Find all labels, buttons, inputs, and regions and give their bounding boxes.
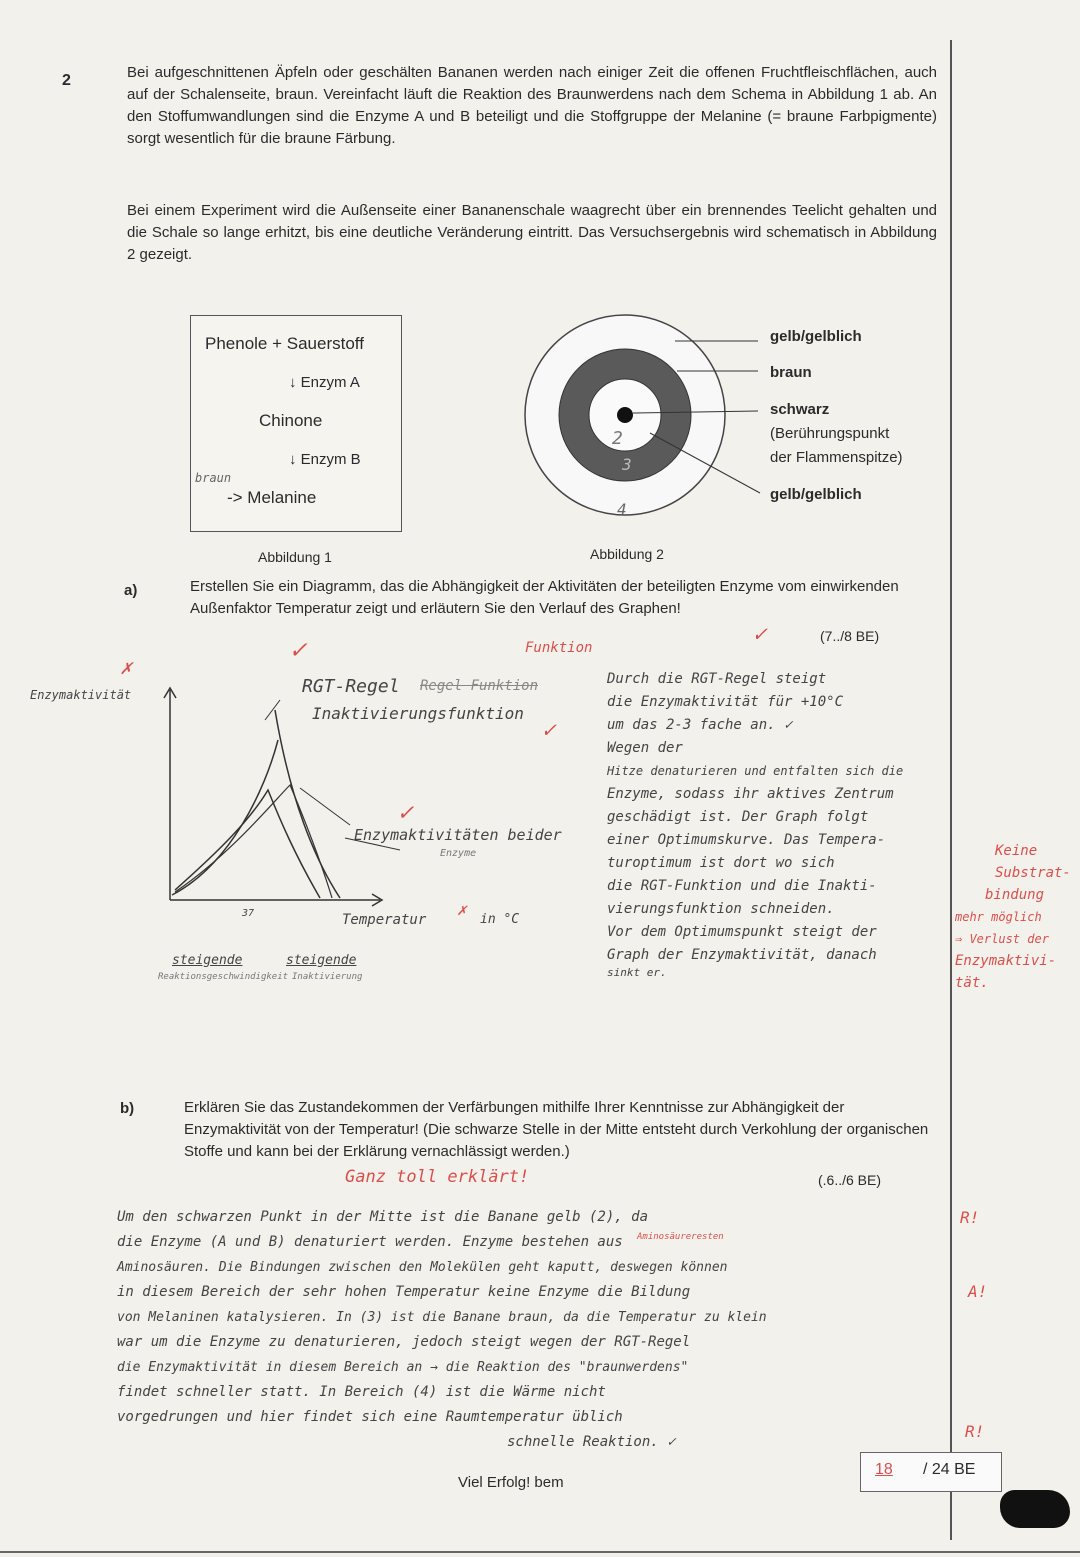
- answer-a-line: geschädigt ist. Der Graph folgt: [607, 809, 869, 825]
- intro-paragraph-1: Bei aufgeschnittenen Äpfeln oder geschälten Bananen werden nach einiger Zeit die offenen Fruchtfleischflächen, auch auf der Schalenseite, braun. Vereinfacht läuft die Reaktion des Braunwerdens nach dem Schema in Abbildung 1 ab. An den Stoffumwandlungen sind die Enzyme A und B beteiligt und die Stoffgruppe der Melanine (= braune Farbpigmente) sorgt wesentlich für die braune Färbung.: [127, 64, 937, 147]
- arrow-enzym-a: ↓ Enzym A: [289, 374, 360, 391]
- margin-note-line: ⇒ Verlust der: [955, 932, 1049, 946]
- rgt-curve: [172, 740, 278, 895]
- answer-a-line: Durch die RGT-Regel steigt: [607, 671, 827, 687]
- correction-funktion: Funktion: [525, 640, 593, 656]
- label-inner: gelb/gelblich: [770, 486, 862, 503]
- answer-a-line: Wegen der: [607, 740, 683, 756]
- answer-a-line: vierungsfunktion schneiden.: [607, 901, 835, 917]
- checkmark-a-top: ✓: [753, 622, 767, 647]
- answer-b-line: die Enzymaktivität in diesem Bereich an → die Reaktion des "braunwerdens": [117, 1360, 689, 1375]
- answer-a-line: Vor dem Optimumspunkt steigt der: [607, 924, 877, 940]
- answer-b-line: in diesem Bereich der sehr hohen Temperatur keine Enzyme die Bildung: [117, 1284, 691, 1300]
- activity-label: Enzymaktivitäten beider: [354, 826, 562, 844]
- score-box: [860, 1452, 1002, 1492]
- y-axis-label: Enzymaktivität: [30, 688, 132, 702]
- below-label-1b: Reaktionsgeschwindigkeit: [158, 972, 289, 982]
- margin-note-line: mehr möglich: [955, 910, 1042, 924]
- hand-3: 3: [622, 455, 632, 474]
- rgt-label: RGT-Regel: [302, 676, 400, 697]
- inactivation-label: Inaktivierungsfunktion: [312, 704, 524, 723]
- margin-note-line: Enzymaktivi-: [955, 953, 1057, 969]
- label-schwarz-detail-2: der Flammenspitze): [770, 449, 903, 466]
- footer-text: Viel Erfolg! bem: [458, 1474, 564, 1491]
- answer-b-line: findet schneller statt. In Bereich (4) ist die Wärme nicht: [117, 1384, 606, 1400]
- answer-a-line: die RGT-Funktion und die Inakti-: [607, 878, 877, 894]
- score-earned: 18: [875, 1461, 893, 1478]
- label-schwarz-detail-1: (Berührungspunkt: [770, 425, 890, 442]
- red-x-temperature: ✗: [457, 900, 467, 919]
- part-a-label: a): [124, 582, 138, 599]
- part-a-margin-note: [955, 800, 1080, 994]
- answer-b-line: die Enzyme (A und B) denaturiert werden. Enzyme bestehen aus: [117, 1234, 623, 1250]
- margin-mark-r2: R!: [965, 1422, 985, 1441]
- intro-paragraph-2: Bei einem Experiment wird die Außenseite einer Bananenschale waagrecht über ein brennendes Teelicht gehalten und die Schale so lange erhitzt, bis eine deutliche Veränderung eintritt. Das Versuchsergebnis wird schematisch in Abbildung 2 gezeigt.: [127, 202, 937, 263]
- answer-a-line: Enzyme, sodass ihr aktives Zentrum: [607, 786, 894, 802]
- part-a-answer: [607, 668, 947, 979]
- label-braun: braun: [770, 364, 812, 381]
- figure-2-caption: Abbildung 2: [590, 546, 664, 562]
- black-center-dot: [617, 407, 633, 423]
- part-b-label: b): [120, 1100, 135, 1117]
- answer-b-line: von Melaninen katalysieren. In (3) ist die Banane braun, da die Temperatur zu klein: [117, 1310, 767, 1325]
- margin-rule: [950, 40, 952, 1540]
- answer-a-line: Graph der Enzymaktivität, danach: [607, 947, 877, 963]
- below-label-2b: Inaktivierung: [292, 972, 363, 982]
- second-enzyme-curve: [175, 785, 332, 898]
- margin-note-line: Keine: [995, 843, 1038, 859]
- x-axis-label: Temperatur: [342, 912, 427, 928]
- x-axis-unit: in °C: [480, 912, 520, 927]
- hand-4: 4: [617, 500, 627, 519]
- task-number: 2: [62, 72, 71, 89]
- hand-2: 2: [612, 428, 623, 449]
- praise-note: Ganz toll erklärt!: [345, 1167, 530, 1187]
- margin-note-line: bindung: [985, 887, 1045, 903]
- inactivation-curve: [275, 710, 340, 898]
- answer-a-line: sinkt er.: [607, 966, 667, 979]
- answer-b-line: vorgedrungen und hier findet sich eine Raumtemperatur üblich: [117, 1409, 623, 1425]
- answer-a-line: Hitze denaturieren und entfalten sich die: [607, 764, 904, 778]
- activity-sub: Enzyme: [440, 848, 477, 859]
- answer-a-line: einer Optimumskurve. Das Tempera-: [607, 832, 886, 848]
- bottom-edge-line: [0, 1551, 1080, 1553]
- margin-note-line: Substrat-: [995, 865, 1071, 881]
- checkmark-rgt: ✓: [290, 635, 306, 665]
- answer-a-line: turoptimum ist dort wo sich: [607, 855, 835, 871]
- rgt-crossed: Regel Funktion: [420, 678, 539, 694]
- answer-a-line: die Enzymaktivität für +10°C: [607, 694, 844, 710]
- part-b-task: Erklären Sie das Zustandekommen der Verfärbungen mithilfe Ihrer Kenntnisse zur Abhängigkeit der Enzymaktivität von der Temperatur! (Die schwarze Stelle in der Mitte entsteht durch Verkohlung der organischen Stoffe und kann bei der Erklärung vernachlässigt werden.): [184, 1099, 929, 1160]
- below-label-1: steigende: [172, 953, 243, 968]
- label-outer: gelb/gelblich: [770, 328, 862, 345]
- part-b-answer: [117, 1205, 947, 1455]
- part-a-points: (7../8 BE): [820, 628, 880, 644]
- insertion-aminosaeurereste: Aminosäureresten: [637, 1232, 724, 1242]
- tick-37: 37: [242, 908, 255, 919]
- margin-mark-r1: R!: [960, 1208, 980, 1227]
- redaction-blob: [1000, 1490, 1070, 1528]
- figure-1-reaction-scheme: [190, 315, 402, 532]
- figure-1-caption: Abbildung 1: [258, 549, 332, 565]
- label-schwarz: schwarz: [770, 401, 830, 418]
- answer-b-line: Aminosäuren. Die Bindungen zwischen den Molekülen geht kaputt, deswegen können: [117, 1260, 728, 1275]
- below-label-2: steigende: [286, 953, 357, 968]
- answer-b-line: Um den schwarzen Punkt in der Mitte ist die Banane gelb (2), da: [117, 1209, 649, 1225]
- handwritten-braun: braun: [195, 471, 232, 485]
- score-total: / 24 BE: [923, 1461, 976, 1478]
- answer-b-line: schnelle Reaktion. ✓: [507, 1434, 676, 1450]
- part-a-task: Erstellen Sie ein Diagramm, das die Abhängigkeit der Aktivitäten der beteiligten Enzyme vom einwirkenden Außenfaktor Temperatur zeigt und erläutern Sie den Verlauf des Graphen!: [190, 578, 899, 617]
- margin-note-line: tät.: [955, 975, 989, 991]
- red-x-mark: ✗: [120, 655, 133, 679]
- arrow-enzym-b: ↓ Enzym B: [289, 451, 361, 468]
- chinone: Chinone: [259, 411, 323, 430]
- answer-a-line: um das 2-3 fache an. ✓: [607, 717, 793, 733]
- melanine: -> Melanine: [227, 488, 317, 507]
- phenole-sauerstoff: Phenole + Sauerstoff: [205, 334, 364, 353]
- part-b-points: (.6../6 BE): [818, 1172, 882, 1188]
- checkmark-inactivation: ✓: [542, 718, 556, 743]
- margin-mark-a: A!: [968, 1282, 988, 1301]
- checkmark-activity: ✓: [398, 798, 413, 826]
- answer-b-line: war um die Enzyme zu denaturieren, jedoch steigt wegen der RGT-Regel: [117, 1334, 691, 1350]
